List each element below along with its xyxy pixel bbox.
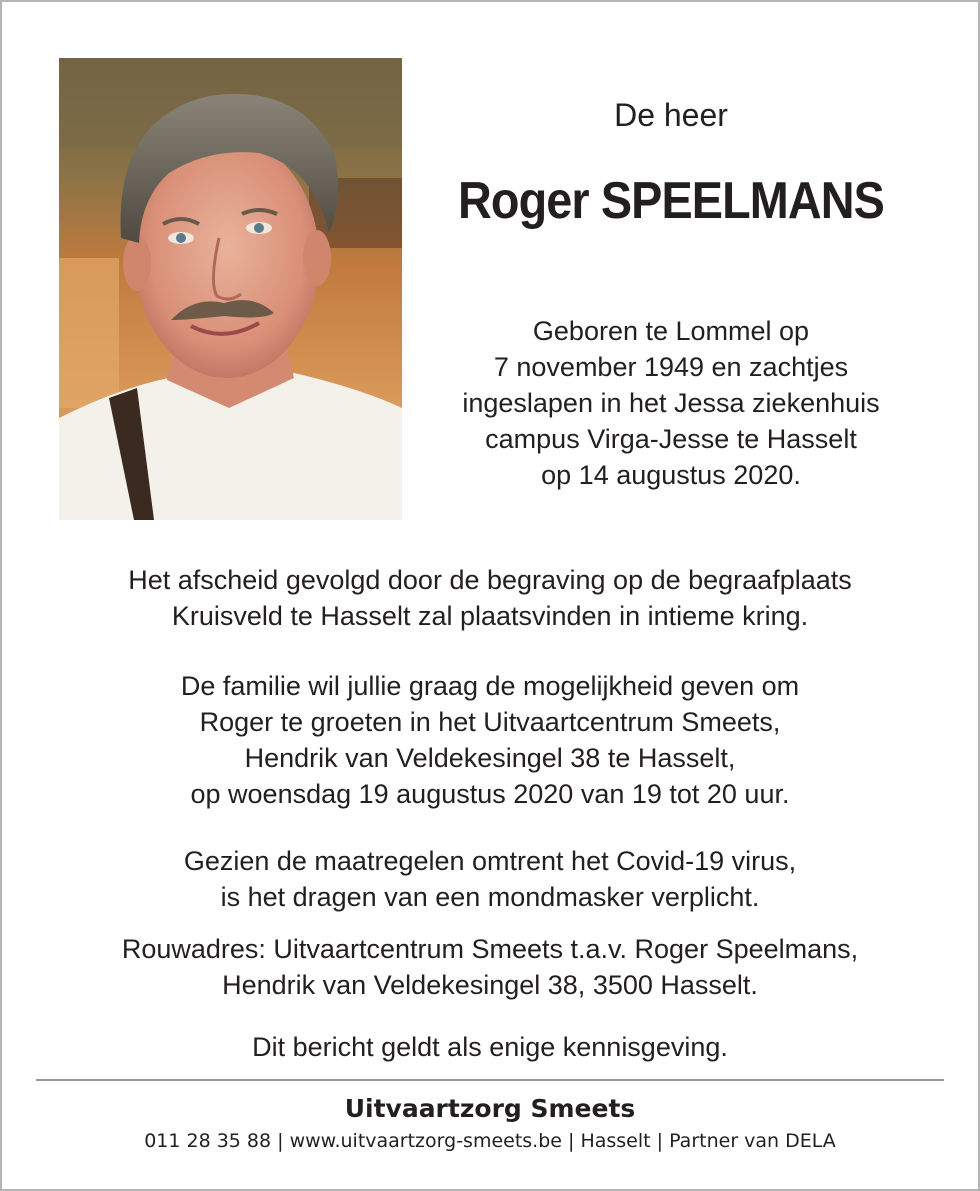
text-line: 7 november 1949 en zachtjes <box>493 352 849 382</box>
covid-paragraph <box>20 843 960 915</box>
text-line: Rouwadres: Uitvaartcentrum Smeets t.a.v. Roger Speelmans, <box>121 934 859 964</box>
text-line: Geboren te Lommel op <box>532 316 810 346</box>
text-line: op 14 augustus 2020. <box>541 460 801 490</box>
mourning-address <box>20 931 960 1003</box>
farewell-paragraph <box>20 562 960 634</box>
footer-divider <box>36 1079 944 1081</box>
funeral-company-contact: 011 28 35 88 | www.uitvaartzorg-smeets.be | Hasselt | Partner van DELA <box>144 1130 836 1152</box>
text-line: op woensdag 19 augustus 2020 van 19 tot 20 uur. <box>190 779 790 809</box>
text-line: Hendrik van Veldekesingel 38, 3500 Hasselt. <box>222 970 758 1000</box>
text-line: Hendrik van Veldekesingel 38 te Hasselt, <box>244 743 736 773</box>
text-line: Het afscheid gevolgd door de begraving op de begraafplaats <box>128 565 852 595</box>
funeral-company-name: Uitvaartzorg Smeets <box>344 1094 636 1123</box>
text-line: Gezien de maatregelen omtrent het Covid-19 virus, <box>183 846 797 876</box>
closing-statement <box>20 1029 960 1065</box>
text-line: campus Virga-Jesse te Hasselt <box>485 424 857 454</box>
birth-death-details <box>410 313 932 493</box>
portrait-photo <box>59 58 402 520</box>
deceased-name: Roger SPEELMANS <box>458 172 884 230</box>
text-line: is het dragen van een mondmasker verplicht. <box>220 882 760 912</box>
salutation: De heer <box>614 97 728 133</box>
text-line: ingeslapen in het Jessa ziekenhuis <box>462 388 880 418</box>
text-line: Kruisveld te Hasselt zal plaatsvinden in intieme kring. <box>171 601 809 631</box>
visitation-paragraph <box>20 668 960 812</box>
text-line: Roger te groeten in het Uitvaartcentrum Smeets, <box>199 707 781 737</box>
text-line: Dit bericht geldt als enige kennisgeving. <box>252 1032 728 1062</box>
text-line: De familie wil jullie graag de mogelijkheid geven om <box>180 671 800 701</box>
